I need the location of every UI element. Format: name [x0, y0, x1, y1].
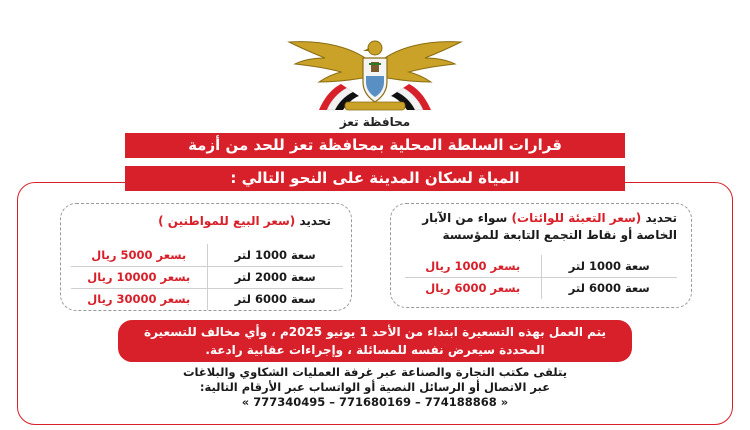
citizen-heading-highlight: (سعر البيع للمواطنين ) [158, 214, 296, 228]
capacity-cell: سعة 6000 لتر [541, 277, 677, 299]
price-cell: بسعر 30000 ريال [71, 288, 207, 310]
capacity-cell: سعة 1000 لتر [541, 255, 677, 277]
tanker-heading-prefix: تحديد [645, 211, 677, 225]
notice-line-1: يتم العمل بهذه التسعيرة ابتداء من الأحد 1 يونيو 2025م ، وأي مخالف للتسعيرة [144, 325, 606, 339]
tanker-heading-highlight: (سعر التعبئة للوائتات) [511, 211, 642, 225]
price-cell: بسعر 1000 ريال [425, 258, 521, 273]
phone-numbers: « 777340495 – 771680169 – 774188868 » [241, 395, 509, 409]
tanker-heading-line2: الخاصة أو نقاط التجمع التابعة للمؤسسة [442, 228, 677, 242]
table-row [71, 266, 343, 288]
citizen-heading-prefix: تحديد [299, 214, 331, 228]
title-line-1: قرارات السلطة المحلية بمحافظة تعز للحد من أزمة [125, 133, 625, 158]
capacity-cell: سعة 6000 لتر [207, 288, 343, 310]
price-cell: بسعر 5000 ريال [91, 247, 187, 262]
tanker-filling-price-box [390, 203, 692, 308]
citizen-box-heading [158, 214, 331, 228]
governorate-name: محافظة تعز [339, 115, 411, 129]
complaints-contact-info [0, 365, 750, 410]
yemen-emblem [285, 36, 465, 118]
effective-date-notice [118, 320, 632, 362]
table-row [71, 244, 343, 266]
footer-line-2: عبر الاتصال أو الرسائل النصية أو الواتساب عبر الأرقام التالية: [199, 380, 551, 394]
notice-line-2: المحددة سيعرض نفسه للمسائلة ، وإجراءات عقابية رادعة. [205, 343, 545, 357]
capacity-cell: سعة 2000 لتر [207, 266, 343, 288]
price-cell: بسعر 10000 ريال [71, 266, 207, 288]
table-row [71, 288, 343, 310]
title-line-2: المياة لسكان المدينة على النحو التالي : [125, 166, 625, 191]
table-row [405, 277, 677, 299]
citizen-price-table [71, 244, 343, 310]
capacity-cell: سعة 1000 لتر [207, 244, 343, 266]
tanker-box-heading [422, 210, 677, 244]
footer-line-1: يتلقى مكتب التجارة والصناعة عبر غرفة العمليات الشكاوي والبلاغات [182, 365, 568, 379]
price-cell: بسعر 6000 ريال [405, 277, 541, 299]
tanker-heading-suffix: سواء من الآبار [422, 211, 508, 225]
citizen-selling-price-box [60, 203, 352, 311]
table-row [405, 255, 677, 277]
eagle-emblem-icon [285, 36, 465, 118]
tanker-price-table [405, 255, 677, 299]
